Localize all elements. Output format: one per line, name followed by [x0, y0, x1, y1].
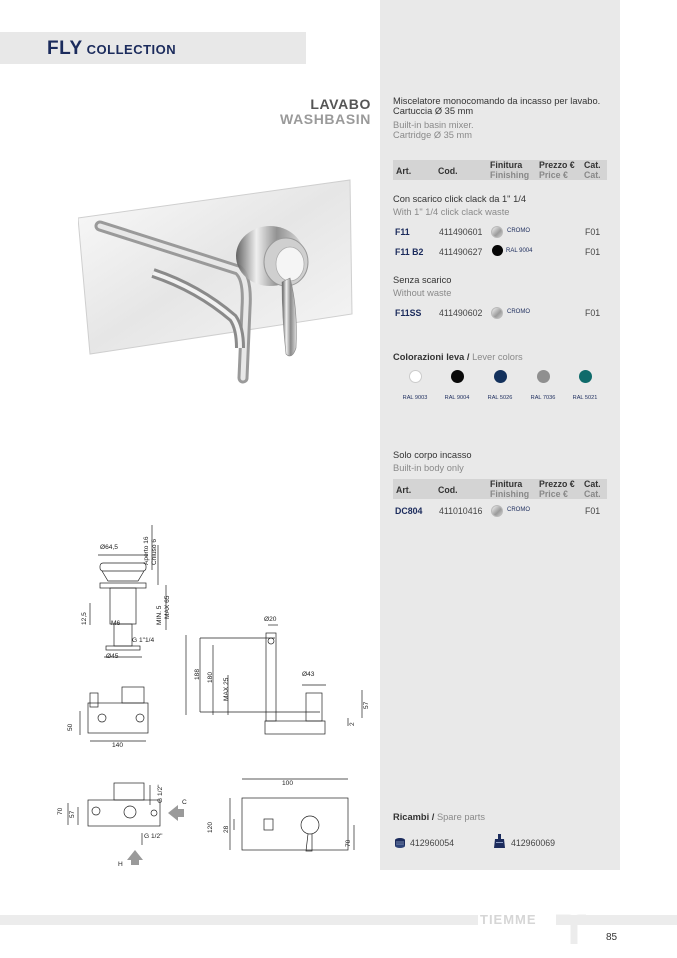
dim-label: 2	[349, 722, 356, 726]
col-cat-en: Cat.	[584, 170, 601, 180]
dim-label: G 1/2"	[144, 833, 163, 840]
table-row-art: F11SS	[395, 308, 422, 318]
collection-label: COLLECTION	[86, 42, 177, 57]
dim-label: 50	[67, 723, 74, 731]
table-row-code: 411490627	[439, 247, 483, 257]
lever-color-label: RAL 5026	[487, 395, 513, 401]
dim-label: 140	[112, 742, 124, 749]
dim-label: Chiuso 6	[151, 538, 158, 565]
dim-label: 57	[363, 701, 370, 709]
dim-label: M6	[111, 620, 121, 627]
table-row-cat: F01	[585, 308, 601, 318]
lever-color-swatch-black	[451, 370, 464, 383]
col-finitura: Finitura	[490, 479, 523, 489]
col-finishing: Finishing	[490, 170, 530, 180]
dim-label: 100	[282, 780, 294, 787]
dim-label: C	[182, 799, 187, 806]
spare-part-code: 412960069	[511, 838, 556, 848]
dim-label: Ø64,5	[100, 544, 118, 551]
table-row-art: F11	[395, 227, 410, 237]
col-price: Price €	[539, 170, 568, 180]
footer-logo: TIEMME	[480, 912, 537, 927]
black-swatch-icon	[492, 245, 503, 256]
lever-title-en: Lever colors	[472, 352, 523, 362]
table-row-finish: CROMO	[507, 309, 530, 315]
dim-label: 120	[207, 821, 214, 833]
lever-part-icon	[493, 834, 506, 853]
lever-color-swatch-grey	[537, 370, 550, 383]
col-art: Art.	[396, 485, 412, 495]
table-header	[393, 160, 607, 180]
chrome-swatch-icon	[491, 505, 503, 517]
table-row-cat: F01	[585, 247, 601, 257]
col-finitura: Finitura	[490, 160, 523, 170]
collection-title	[47, 38, 176, 60]
group1-title-it: Con scarico click clack da 1" 1/4	[393, 194, 526, 204]
description-it-line1: Miscelatore monocomando da incasso per lavabo.	[393, 96, 601, 106]
lever-color-label: RAL 7036	[530, 395, 556, 401]
body-only-title-en: Built-in body only	[393, 463, 464, 473]
group2-title-en: Without waste	[393, 288, 452, 298]
dim-label: 28	[223, 825, 230, 833]
col-cat-it: Cat.	[584, 160, 601, 170]
col-cat-it: Cat.	[584, 479, 601, 489]
technical-drawings	[50, 515, 380, 875]
table-row-art: DC804	[395, 506, 423, 516]
group1-title-en: With 1" 1/4 click clack waste	[393, 207, 510, 217]
lever-color-label: RAL 9004	[444, 395, 470, 401]
table-row-finish: CROMO	[507, 228, 530, 234]
product-photo	[78, 178, 356, 390]
dim-label: MIN. 5	[156, 605, 163, 625]
dim-label: Ø45	[106, 653, 119, 660]
col-finishing: Finishing	[490, 489, 530, 499]
dim-label: MAX 65	[164, 595, 171, 619]
dim-label: 188	[194, 668, 201, 680]
table-row-cat: F01	[585, 227, 601, 237]
description-en-line2: Cartridge Ø 35 mm	[393, 130, 473, 140]
chrome-swatch-icon	[491, 307, 503, 319]
dim-label: Ø20	[264, 616, 277, 623]
spare-part-code: 412960054	[410, 838, 455, 848]
table-row-code: 411010416	[439, 506, 483, 516]
dim-label: G 1/2"	[157, 784, 164, 803]
dim-label: Ø43	[302, 671, 315, 678]
col-price: Price €	[539, 489, 568, 499]
dim-label: 70	[57, 807, 64, 815]
description-it-line2: Cartuccia Ø 35 mm	[393, 106, 474, 116]
col-cod: Cod.	[438, 485, 458, 495]
dim-label: G 1"1/4	[132, 637, 155, 644]
lever-color-label: RAL 9003	[402, 395, 428, 401]
dim-label: MAX 25	[223, 677, 230, 701]
spare-title-en: Spare parts	[436, 812, 485, 822]
col-prezzo: Prezzo €	[539, 479, 575, 489]
table-row-art: F11 B2	[395, 247, 424, 257]
lever-color-swatch-green	[579, 370, 592, 383]
col-cat-en: Cat.	[584, 489, 601, 499]
description-en-line1: Built-in basin mixer.	[393, 120, 474, 130]
lever-color-swatch-white	[409, 370, 422, 383]
table-row-cat: F01	[585, 506, 601, 516]
col-prezzo: Prezzo €	[539, 160, 575, 170]
page-number: 85	[606, 932, 618, 943]
table-row-finish: CROMO	[507, 507, 530, 513]
product-type-it: LAVABO	[310, 96, 371, 112]
lever-colors-title	[393, 352, 523, 362]
table-row-code: 411490602	[439, 308, 483, 318]
spare-parts-title	[393, 812, 485, 822]
footer-pipe-icon	[556, 910, 586, 946]
arrow-h-icon	[127, 850, 143, 865]
dim-label: 70	[345, 839, 352, 847]
lever-color-swatch-blue	[494, 370, 507, 383]
col-art: Art.	[396, 166, 412, 176]
table-header	[393, 479, 607, 499]
dim-label: 12,5	[81, 612, 88, 625]
table-row-finish: RAL 9004	[506, 248, 533, 254]
product-type-en: WASHBASIN	[280, 111, 371, 127]
dim-label: H	[118, 861, 123, 868]
col-cod: Cod.	[438, 166, 458, 176]
dim-label: Aperto 16	[143, 536, 150, 565]
body-only-title-it: Solo corpo incasso	[393, 450, 472, 460]
table-row-code: 411490601	[439, 227, 483, 237]
brand-name: FLY	[47, 38, 83, 59]
group2-title-it: Senza scarico	[393, 275, 452, 285]
dim-label: 57	[69, 810, 76, 818]
lever-color-label: RAL 5021	[572, 395, 598, 401]
dim-label: 180	[207, 671, 214, 683]
lever-title-it: Colorazioni leva /	[393, 352, 470, 362]
cartridge-icon	[394, 836, 406, 854]
chrome-swatch-icon	[491, 226, 503, 238]
arrow-c-icon	[168, 805, 184, 821]
spare-title-it: Ricambi /	[393, 812, 435, 822]
